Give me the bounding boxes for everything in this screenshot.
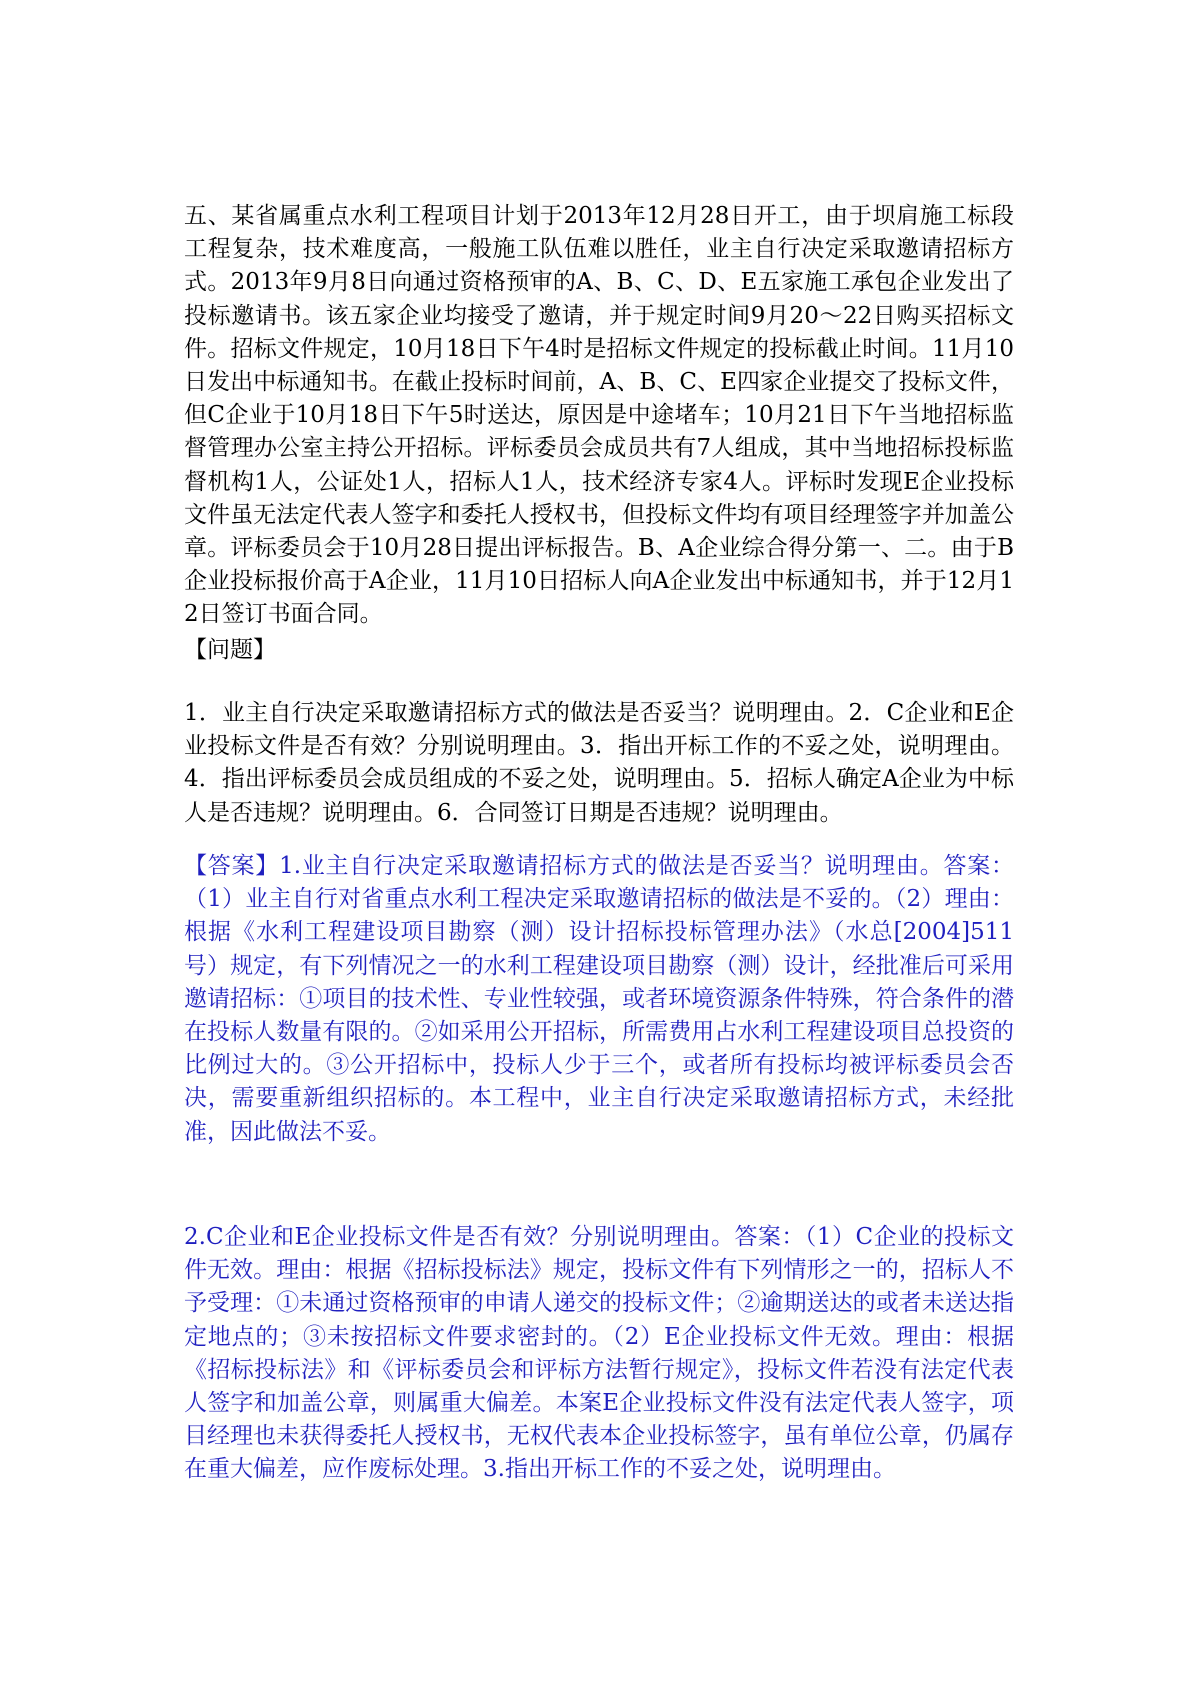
questions-paragraph: 1．业主自行决定采取邀请招标方式的做法是否妥当？说明理由。2．C企业和E企业投标文件是否有效？分别说明理由。3．指出开标工作的不妥之处，说明理由。4．指出评标委员会成员组成的不妥之处，说明理由。5．招标人确定A企业为中标人是否违规？说明理由。6．合同签订日期是否违规？说明理由。: [184, 700, 1014, 826]
answer-paragraph-1: 【答案】1.业主自行决定采取邀请招标方式的做法是否妥当？说明理由。答案：（1）业主自行对省重点水利工程决定采取邀请招标的做法是不妥的。（2）理由：根据《水利工程建设项目勘察（测）设计招标投标管理办法》（水总[2004]511号）规定，有下列情况之一的水利工程建设项目勘察（测）设计，经批准后可采用邀请招标：①项目的技术性、专业性较强，或者环境资源条件特殊，符合条件的潜在投标人数量有限的。②如采用公开招标，所需费用占水利工程建设项目总投资的比例过大的。③公开招标中，投标人少于三个，或者所有投标均被评标委员会否决，需要重新组织招标的。本工程中，业主自行决定采取邀请招标方式，未经批准，因此做法不妥。: [184, 853, 1014, 1145]
answer-paragraph-2: 2.C企业和E企业投标文件是否有效？分别说明理由。答案：（1）C企业的投标文件无效。理由：根据《招标投标法》规定，投标文件有下列情形之一的，招标人不予受理：①未通过资格预审的申请人递交的投标文件；②逾期送达的或者未送达指定地点的；③未按招标文件要求密封的。（2）E企业投标文件无效。理由：根据《招标投标法》和《评标委员会和评标方法暂行规定》，投标文件若没有法定代表人签字和加盖公章，则属重大偏差。本案E企业投标文件没有法定代表人签字，项目经理也未获得委托人授权书，无权代表本企业投标签字，虽有单位公章，仍属存在重大偏差，应作废标处理。3.指出开标工作的不妥之处，说明理由。: [184, 1224, 1014, 1483]
case-description-paragraph: 五、某省属重点水利工程项目计划于2013年12月28日开工，由于坝肩施工标段工程复杂，技术难度高，一般施工队伍难以胜任，业主自行决定采取邀请招标方式。2013年9月8日向通过资格预审的A、B、C、D、E五家施工承包企业发出了投标邀请书。该五家企业均接受了邀请，并于规定时间9月20～22日购买招标文件。招标文件规定，10月18日下午4时是招标文件规定的投标截止时间。11月10日发出中标通知书。在截止投标时间前，A、B、C、E四家企业提交了投标文件，但C企业于10月18日下午5时送达，原因是中途堵车；10月21日下午当地招标监督管理办公室主持公开招标。评标委员会成员共有7人组成，其中当地招标投标监督机构1人，公证处1人，招标人1人，技术经济专家4人。评标时发现E企业投标文件虽无法定代表人签字和委托人授权书，但投标文件均有项目经理签字并加盖公章。评标委员会于10月28日提出评标报告。B、A企业综合得分第一、二。由于B企业投标报价高于A企业，11月10日招标人向A企业发出中标通知书，并于12月12日签订书面合同。: [184, 203, 1014, 628]
question-heading: 【问题】: [184, 637, 276, 663]
